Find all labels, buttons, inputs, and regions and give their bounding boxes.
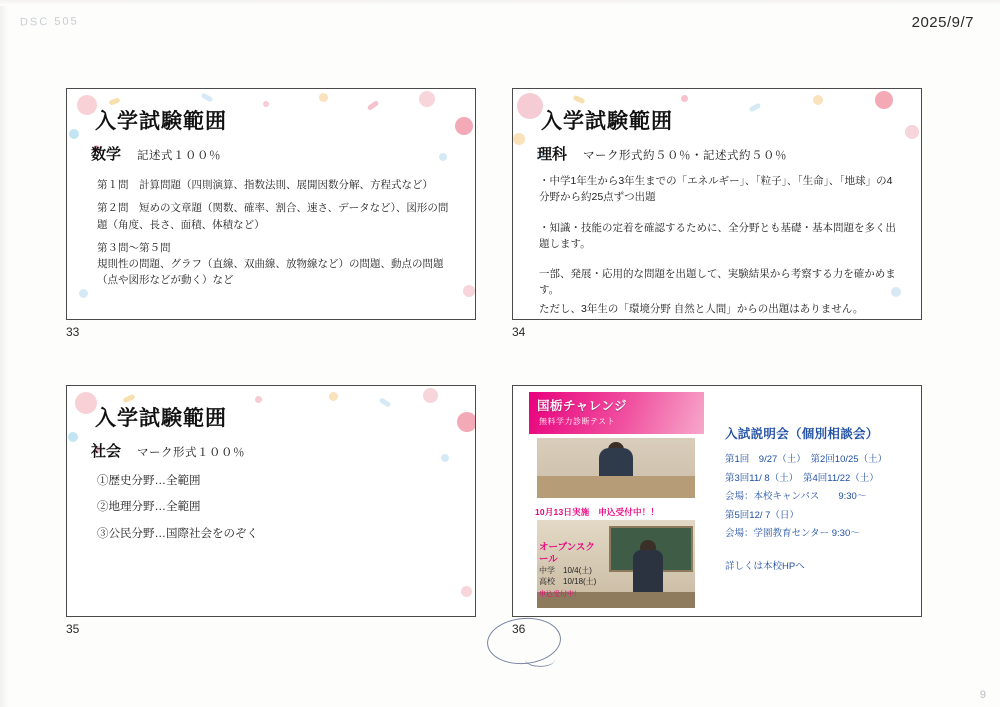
subject-scope-list bbox=[97, 468, 258, 547]
challenge-flyer bbox=[529, 392, 704, 612]
decor-dot bbox=[263, 101, 269, 107]
subject-format: マーク形式約５０％・記述式約５０％ bbox=[583, 150, 788, 162]
decor-dot bbox=[513, 133, 525, 145]
subject-format: 記述式１００％ bbox=[137, 150, 222, 162]
decor-bar bbox=[573, 95, 586, 105]
slide-title: 入学試験範囲 bbox=[541, 110, 673, 133]
info-line: 第5回12/ 7（日） bbox=[725, 509, 799, 521]
date-stamp: 2025/9/7 bbox=[911, 14, 974, 31]
body-paragraph: 第２問 短めの文章題（関数、確率、割合、速さ、データなど）、図形の問題（角度、長さ、面積、体積など） bbox=[97, 202, 449, 231]
decor-dot bbox=[255, 396, 262, 403]
photo-teacher-body bbox=[633, 550, 663, 596]
body-paragraph: ・中学1年生から3年生までの「エネルギー」、「粒子」、「生命」、「地球」の4分野から約25点ずつ出題 bbox=[539, 175, 893, 204]
info-line: 第1回 9/27（土） 第2回10/25（土） bbox=[725, 454, 888, 465]
decor-dot bbox=[461, 586, 472, 597]
scan-edge-top bbox=[0, 0, 1000, 6]
subject-name: 社会 bbox=[91, 443, 122, 460]
flyer-photo-classroom-desk bbox=[537, 438, 695, 498]
decor-bar bbox=[367, 100, 380, 111]
decor-dot bbox=[681, 95, 688, 102]
decor-dot bbox=[77, 95, 97, 115]
info-line: 会場：本校キャンパス 9:30～ bbox=[725, 491, 867, 503]
open-school-line: 中学 10/4(土) bbox=[539, 565, 592, 575]
flyer-headline: 国栃チャレンジ bbox=[537, 399, 628, 413]
subject-row bbox=[91, 440, 245, 461]
decor-dot bbox=[69, 129, 79, 139]
list-item: ②地理分野…全範囲 bbox=[97, 501, 201, 514]
decor-dot bbox=[329, 392, 338, 401]
subject-name: 数学 bbox=[91, 146, 122, 163]
subject-row bbox=[91, 143, 221, 164]
body-paragraph: 一部、発展・応用的な問題を出題して、実験結果から考察する力を確かめます。 bbox=[539, 268, 896, 297]
info-line: 会場：学園教育センター 9:30～ bbox=[725, 528, 860, 540]
flyer-subheadline: 無料学力診断テスト bbox=[539, 417, 616, 426]
decor-dot bbox=[463, 285, 475, 297]
subject-name: 理科 bbox=[537, 146, 568, 163]
scan-corner-mark: DSC 505 bbox=[19, 15, 79, 29]
slide-body bbox=[97, 177, 455, 296]
slide-35[interactable] bbox=[66, 385, 476, 617]
info-line: 詳しくは本校HPへ bbox=[725, 560, 805, 572]
decor-bar bbox=[749, 102, 762, 112]
body-paragraph: 規則性の問題、グラフ（直線、双曲線、放物線など）の問題、動点の問題（点や図形などが動く）など bbox=[97, 258, 444, 287]
decor-dot bbox=[813, 95, 823, 105]
decor-dot bbox=[439, 153, 447, 161]
decor-dot bbox=[68, 432, 78, 442]
decor-dot bbox=[79, 289, 88, 298]
body-paragraph: 第３問～第５問 bbox=[97, 241, 171, 254]
slide-number-33: 33 bbox=[66, 325, 80, 339]
slide-body bbox=[539, 173, 901, 320]
slide-34[interactable] bbox=[512, 88, 922, 320]
decor-dot bbox=[875, 91, 893, 109]
body-paragraph: 第１問 計算問題（四則演算、指数法則、展開因数分解、方程式など） bbox=[97, 179, 433, 191]
slide-title: 入学試験範囲 bbox=[95, 110, 227, 133]
open-school-block bbox=[539, 542, 597, 599]
page-corner-number: 9 bbox=[979, 689, 986, 701]
body-paragraph: ・知識・技能の定着を確認するために、全分野とも基礎・基本問題を多く出題します。 bbox=[539, 221, 896, 250]
decor-bar bbox=[201, 92, 214, 102]
decor-dot bbox=[419, 91, 435, 107]
decor-dot bbox=[905, 125, 919, 139]
flyer-application-strip bbox=[535, 502, 697, 517]
flyer-strip-text: 10月13日実施 申込受付中！！ bbox=[535, 507, 660, 517]
open-school-note: 申込受付中！ bbox=[539, 591, 581, 599]
admissions-info-panel bbox=[725, 424, 915, 576]
body-paragraph: ただし、3年生の「環境分野 自然と人間」からの出題はありません。 bbox=[539, 302, 864, 315]
scan-edge-left bbox=[0, 0, 10, 707]
photo-desk bbox=[537, 476, 695, 498]
slide-number-35: 35 bbox=[66, 622, 80, 636]
decor-dot bbox=[423, 388, 438, 403]
subject-format: マーク形式１００％ bbox=[137, 447, 246, 459]
decor-dot bbox=[319, 93, 328, 102]
decor-dot bbox=[441, 454, 449, 462]
slide-number-36: 36 bbox=[512, 622, 526, 636]
decor-dot bbox=[75, 392, 97, 414]
decor-bar bbox=[379, 397, 392, 408]
slide-36[interactable] bbox=[512, 385, 922, 617]
subject-row bbox=[537, 143, 787, 164]
handwritten-squiggle-annotation bbox=[524, 650, 555, 668]
info-panel-title: 入試説明会（個別相談会） bbox=[725, 427, 879, 441]
decor-dot bbox=[517, 93, 543, 119]
decor-dot bbox=[455, 117, 473, 135]
slide-33[interactable] bbox=[66, 88, 476, 320]
list-item: ①歴史分野…全範囲 bbox=[97, 475, 201, 487]
open-school-line: 高校 10/18(土) bbox=[539, 576, 597, 586]
list-item: ③公民分野…国際社会をのぞく bbox=[97, 527, 258, 540]
slide-number-34: 34 bbox=[512, 325, 526, 339]
decor-dot bbox=[457, 412, 476, 432]
open-school-title: オープンスクール bbox=[539, 542, 595, 565]
info-line: 第3回11/ 8（土） 第4回11/22（土） bbox=[725, 472, 879, 484]
slide-title: 入学試験範囲 bbox=[95, 407, 227, 430]
